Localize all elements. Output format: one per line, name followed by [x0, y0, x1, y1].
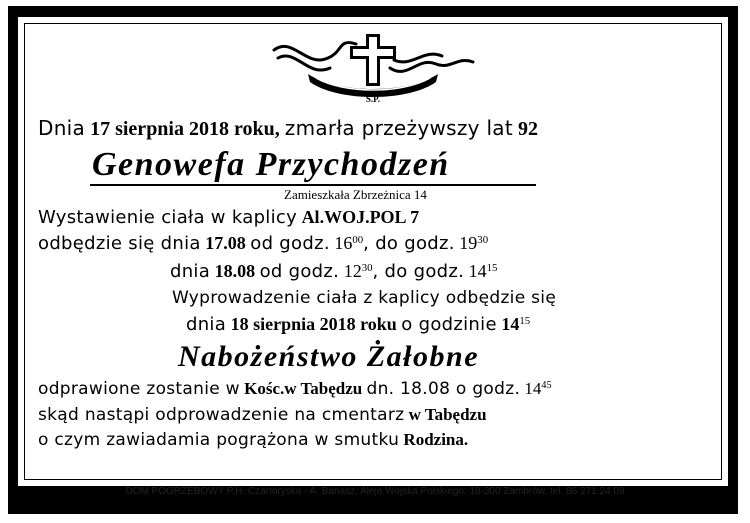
service-line-1: odprawione zostanie w Kośc.w Tabędzu dn. 18.08 o godz. $14^{45}$ — [38, 379, 552, 399]
viewing-line-2: odbędzie się dnia 17.08 od godz. $16^{00}$, do godz. $19^{30}$ — [38, 233, 489, 254]
departure-line-2: dnia 18 sierpnia 2018 roku o godzinie $14^{15}$ — [186, 314, 531, 335]
service-line-3: o czym zawiadamia pogrążona w smutku Rodzina. — [38, 430, 469, 450]
departure-line-1: Wyprowadzenie ciała z kaplicy odbędzie się — [172, 288, 557, 308]
deceased-name: Genowefa Przychodzeń — [92, 146, 450, 183]
cross-ribbon-emblem — [268, 28, 478, 106]
residence: Zamieszkała Zbrzeżnica 14 — [284, 187, 427, 202]
service-heading: Nabożeństwo Żałobne — [178, 340, 480, 373]
name-underline — [90, 184, 536, 186]
service-line-2: skąd nastąpi odprowadzenie na cmentarz w Tabędzu — [38, 405, 487, 425]
viewing-line-1: Wystawienie ciała w kaplicy Al.WOJ.POL 7 — [38, 207, 420, 228]
death-announcement: Dnia 17 sierpnia 2018 roku, zmarła przeżywszy lat 92 — [38, 116, 538, 140]
funeral-home-footer: DOM POGRZEBOWY P.H. Czartoryska - A. Banasz, Aleja Wojska Polskiego, 18-300 Zambrów, tel. 86 271 24 09 — [125, 486, 625, 497]
emblem-initials: S.P. — [365, 94, 381, 104]
viewing-line-3: dnia 18.08 od godz. $12^{30}$, do godz. $14^{15}$ — [170, 261, 498, 282]
